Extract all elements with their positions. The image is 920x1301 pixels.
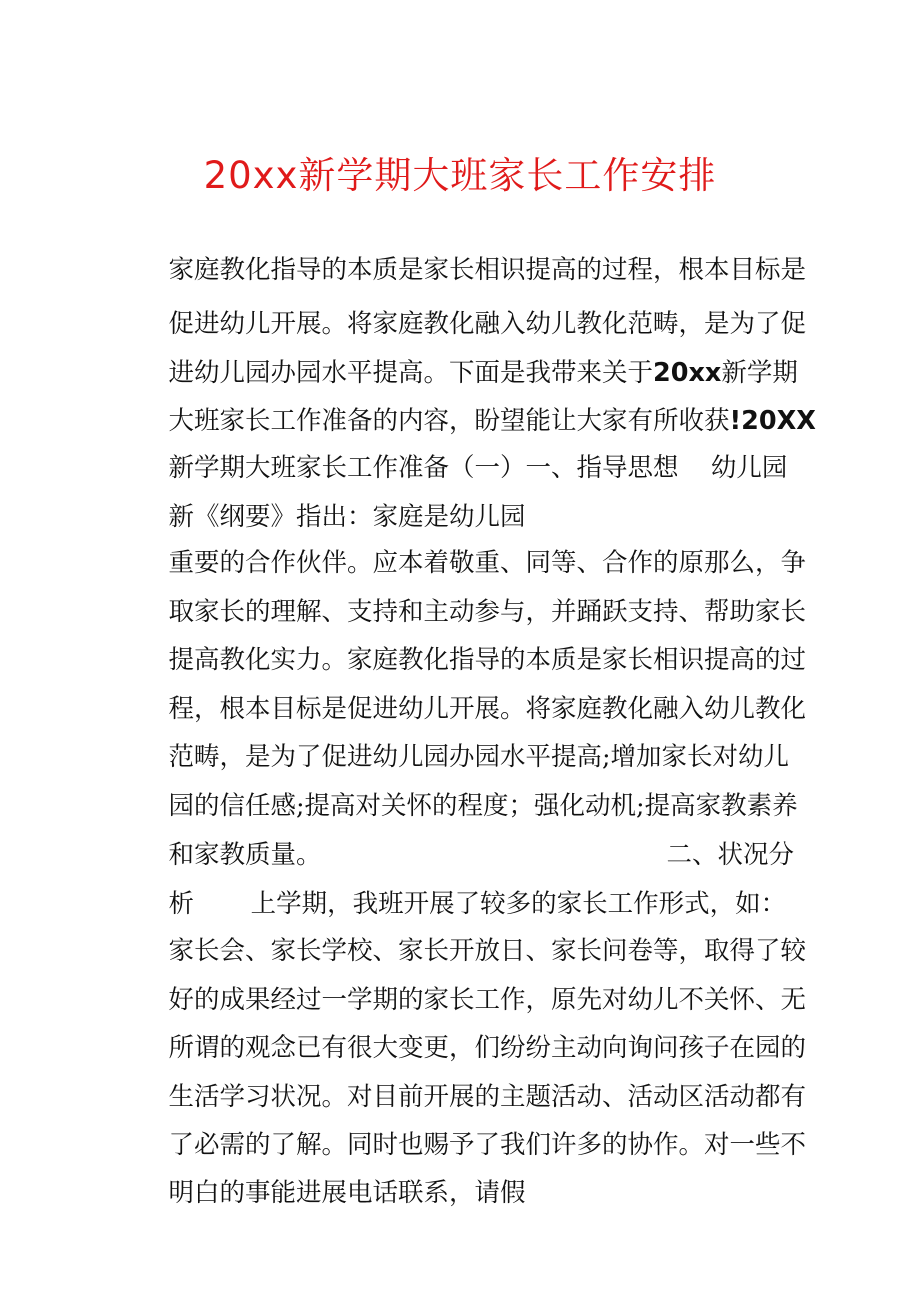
paragraph-line xyxy=(136,646,806,724)
paragraph-line xyxy=(136,888,806,966)
paragraph-line xyxy=(136,405,788,483)
text-run: 明白的事能进展电话联系，请假 xyxy=(168,1178,526,1208)
paragraph-line xyxy=(136,597,806,675)
text-run: 了必需的了解。同时也赐予了我们许多的协作。对一些不 xyxy=(168,1130,806,1160)
text-run: 园的信任感;提高对关怀的程度；强化动机;提高家教素养 xyxy=(168,791,798,821)
paragraph-line xyxy=(136,358,816,436)
text-run: 新学期 xyxy=(721,358,798,388)
paragraph-line xyxy=(136,310,798,388)
text-run: 好的成果经过一学期的家长工作，原先对幼儿不关怀、无 xyxy=(168,985,806,1015)
text-run: 新《纲要》指出：家庭是幼儿园 xyxy=(168,502,526,532)
text-run: 析 上学期，我班开展了较多的家长工作形式，如： xyxy=(168,889,787,919)
section-heading-fragment xyxy=(634,792,794,870)
text-run: 程，根本目标是促进幼儿开展。将家庭教化融入幼儿教化 xyxy=(168,694,806,724)
text-run: 和家教质量。 xyxy=(168,840,322,870)
text-run: 范畴，是为了促进幼儿园办园水平提高;增加家长对幼儿 xyxy=(168,742,790,772)
paragraph-line xyxy=(136,207,806,285)
paragraph-line xyxy=(136,454,526,532)
paragraph-line xyxy=(136,1034,806,1112)
text-run: 新学期大班家长工作准备（一）一、指导思想 幼儿园 xyxy=(168,453,788,483)
text-run: 生活学习状况。对目前开展的主题活动、活动区活动都有 xyxy=(168,1082,806,1112)
text-run: 家庭教化指导的本质是家长相识提高的过程，根本目标是 xyxy=(168,255,806,285)
document-title: 20xx新学期大班家长工作安排 xyxy=(203,154,717,197)
text-run: 所谓的观念已有很大变更，们纷纷主动向询问孩子在园的 xyxy=(168,1033,806,1063)
paragraph-line xyxy=(136,549,806,627)
text-run: 二、状况分 xyxy=(666,840,794,870)
paragraph-line xyxy=(136,1130,526,1208)
text-run: 取家长的理解、支持和主动参与，并踊跃支持、帮助家长 xyxy=(168,597,806,627)
paragraph-line xyxy=(136,985,806,1063)
paragraph-line xyxy=(136,261,806,339)
paragraph-line xyxy=(136,792,322,870)
text-run: 进幼儿园办园水平提高。下面是我带来关于 xyxy=(168,358,653,388)
paragraph-line xyxy=(136,743,798,821)
text-run-bold: 20xx xyxy=(652,358,722,388)
text-run: 提高教化实力。家庭教化指导的本质是家长相识提高的过 xyxy=(168,645,806,675)
text-run: 重要的合作伙伴。应本着敬重、同等、合作的原那么，争 xyxy=(168,548,806,578)
paragraph-line xyxy=(136,1082,806,1160)
text-run-bold: !20XX xyxy=(729,406,816,436)
paragraph-line xyxy=(136,937,806,1015)
text-run: 大班家长工作准备的内容，盼望能让大家有所收获 xyxy=(168,406,730,436)
text-run: 家长会、家长学校、家长开放日、家长问卷等，取得了较 xyxy=(168,936,806,966)
paragraph-line xyxy=(136,694,790,772)
text-run: 促进幼儿开展。将家庭教化融入幼儿教化范畴，是为了促 xyxy=(168,309,806,339)
paragraph-line xyxy=(136,841,787,919)
paragraph-line xyxy=(136,500,806,578)
